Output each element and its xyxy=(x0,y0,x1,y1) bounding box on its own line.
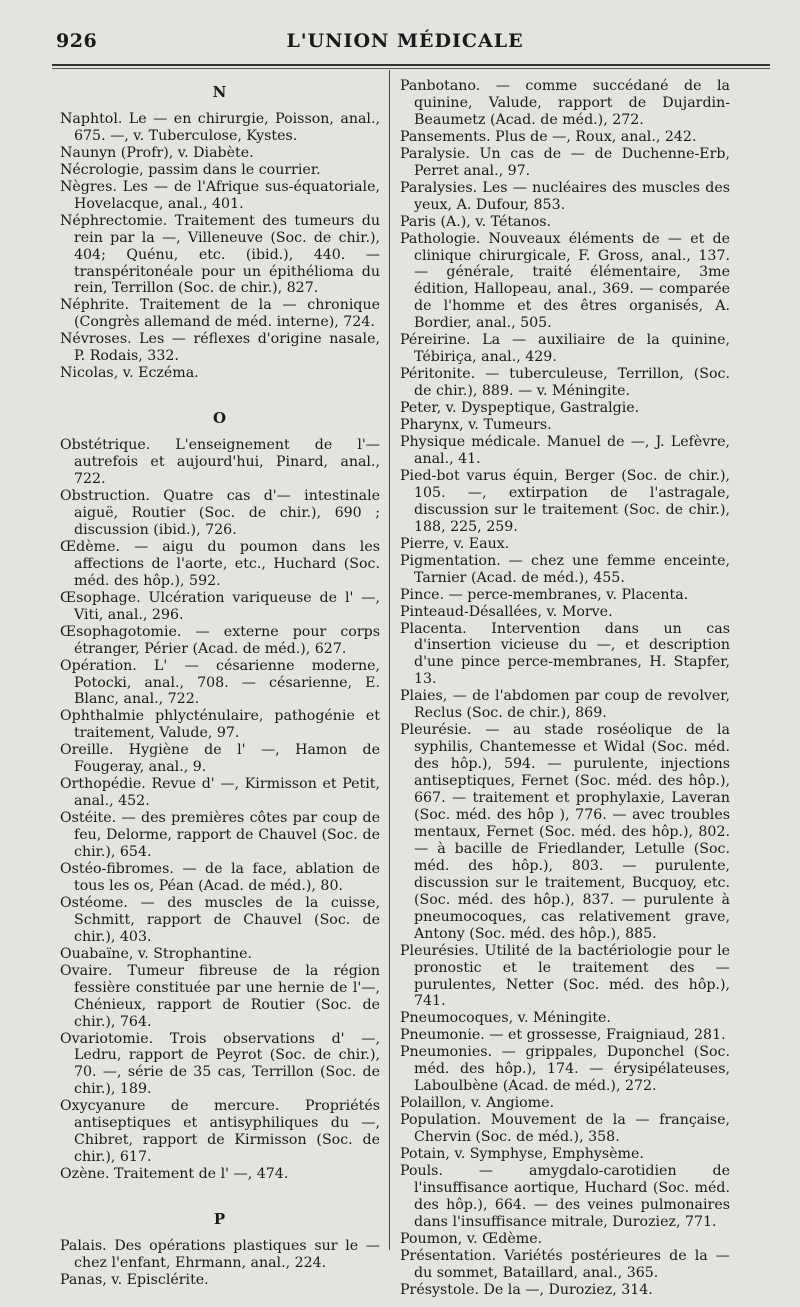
index-entry: Pneumonie. — et grossesse, Fraigniaud, 281. xyxy=(400,1027,726,1044)
index-entry: Pathologie. Nouveaux éléments de — et de clinique chirurgicale, F. Gross, anal., 137. — générale, traité élémentaire, 3me édition, Hallopeau, anal., 369. — comparée de l'homme et des êtres organisés, A. Bordier, anal., 505. xyxy=(400,230,730,332)
section-gap xyxy=(60,382,380,404)
index-entry: Œdème. — aigu du poumon dans les affections de l'aorte, etc., Huchard (Soc. méd. des hôp.), 592. xyxy=(60,538,380,589)
index-entry: Poumon, v. Œdème. xyxy=(400,1230,543,1247)
index-entry: Œsophagotomie. — externe pour corps étranger, Périer (Acad. de méd.), 627. xyxy=(60,623,380,657)
index-entry: Pansements. Plus de —, Roux, anal., 242. xyxy=(400,128,697,145)
right-column xyxy=(400,78,730,1298)
index-entry: Pierre, v. Eaux. xyxy=(400,535,510,552)
index-entry: Panbotano. — comme succédané de la quinine, Valude, rapport de Dujardin-Beaumetz (Acad. de méd.), 272. xyxy=(400,78,730,128)
index-entry: Nicolas, v. Eczéma. xyxy=(60,365,199,382)
index-entry: Pharynx, v. Tumeurs. xyxy=(400,417,552,434)
index-entry: Nécrologie, passim dans le courrier. xyxy=(60,161,321,178)
index-entry: Palais. Des opérations plastiques sur le — chez l'enfant, Ehrmann, anal., 224. xyxy=(60,1238,380,1271)
index-entry: Ozène. Traitement de l' —, 474. xyxy=(60,1166,289,1183)
index-entry: Paris (A.), v. Tétanos. xyxy=(400,213,552,230)
column-divider xyxy=(389,70,390,1250)
index-entry: Ostéite. — des premières côtes par coup de feu, Delorme, rapport de Chauvel (Soc. de chir.), 654. xyxy=(60,810,380,861)
index-entry: Physique médicale. Manuel de —, J. Lefèvre, anal., 41. xyxy=(400,434,730,467)
index-entry: Pince. — perce-membranes, v. Placenta. xyxy=(400,586,689,603)
index-entry: Ouabaïne, v. Strophantine. xyxy=(60,945,253,962)
index-entry: Œsophage. Ulcération variqueuse de l' —, Viti, anal., 296. xyxy=(60,589,380,623)
index-entry: Panas, v. Episclérite. xyxy=(60,1271,209,1288)
index-entry: Pigmentation. — chez une femme enceinte, Tarnier (Acad. de méd.), 455. xyxy=(400,552,730,586)
index-entry: Oxycyanure de mercure. Propriétés antiseptiques et antisyphiliques du —, Chibret, rapport de Kirmisson (Soc. de chir.), 617. xyxy=(60,1098,380,1166)
index-entry: Pleurésie. — au stade roséolique de la syphilis, Chantemesse et Widal (Soc. méd. des hôp.), 594. — purulente, injections antiseptiques, Fernet (Soc. méd. des hôp.), 667. — traitement et prophylaxie, Laveran (Soc. méd. des hôp ), 776. — avec troubles mentaux, Fernet (Soc. méd. des hôp.), 802. — à bacille de Friedlander, Letulle (Soc. méd. des hôp.), 803. — purulente, discussion sur le traitement, Bucquoy, etc. (Soc. méd. des hôp.), 837. — purulente à pneumocoques, cas relativement grave, Antony (Soc. méd. des hôp.), 885. xyxy=(400,722,730,942)
section-gap xyxy=(60,1183,380,1205)
index-entry: Présystole. De la —, Duroziez, 314. xyxy=(400,1281,653,1298)
index-entry: Péreirine. La — auxiliaire de la quinine, Tébiriça, anal., 429. xyxy=(400,332,730,366)
index-entry: Oreille. Hygiène de l' —, Hamon de Fougeray, anal., 9. xyxy=(60,742,380,776)
page-number: 926 xyxy=(56,30,98,52)
index-entry: Pinteaud-Désallées, v. Morve. xyxy=(400,603,613,620)
index-entry: Pied-bot varus équin, Berger (Soc. de chir.), 105. —, extirpation de l'astragale, discussion sur le traitement (Soc. de chir.), 188, 225, 259. xyxy=(400,467,730,535)
index-entry: Potain, v. Symphyse, Emphysème. xyxy=(400,1146,644,1163)
index-entry: Ophthalmie phlycténulaire, pathogénie et traitement, Valude, 97. xyxy=(60,708,380,742)
index-entry: Naphtol. Le — en chirurgie, Poisson, anal., 675. —, v. Tuberculose, Kystes. xyxy=(60,110,380,144)
index-entry: Plaies, — de l'abdomen par coup de revolver, Reclus (Soc. de chir.), 869. xyxy=(400,688,730,722)
index-entry: Paralysies. Les — nucléaires des muscles des yeux, A. Dufour, 853. xyxy=(400,179,730,213)
section-letter: N xyxy=(212,83,228,101)
index-entry: Opération. L' — césarienne moderne, Potocki, anal., 708. — césarienne, E. Blanc, anal., 722. xyxy=(60,657,380,708)
index-entry: Pneumonies. — grippales, Duponchel (Soc. méd. des hôp.), 174. — érysipélateuses, Laboulbène (Acad. de méd.), 272. xyxy=(400,1044,730,1095)
index-entry: Péritonite. — tuberculeuse, Terrillon, (Soc. de chir.), 889. — v. Méningite. xyxy=(400,366,730,400)
section-letter: P xyxy=(213,1210,227,1229)
index-entry: Ovaire. Tumeur fibreuse de la région fessière constituée par une hernie de l'—, Chénieux, rapport de Routier (Soc. de chir.), 764. xyxy=(60,962,380,1030)
index-entry: Placenta. Intervention dans un cas d'insertion vicieuse du —, et description d'une pince perce-membranes, H. Stapfer, 13. xyxy=(400,620,730,688)
index-entry: Pneumocoques, v. Méningite. xyxy=(400,1010,611,1027)
index-entry: Obstruction. Quatre cas d'— intestinale aiguë, Routier (Soc. de chir.), 690 ; discussion (ibid.), 726. xyxy=(60,488,380,538)
index-entry: Néphrectomie. Traitement des tumeurs du rein par la —, Villeneuve (Soc. de chir.), 404; Quénu, etc. (ibid.), 440. — transpéritonéale pour un épithélioma du rein, Terrillon (Soc. de chir.), 827. xyxy=(60,212,380,297)
index-entry: Population. Mouvement de la — française, Chervin (Soc. de méd.), 358. xyxy=(400,1112,730,1146)
index-entry: Ostéo-fibromes. — de la face, ablation de tous les os, Péan (Acad. de méd.), 80. xyxy=(60,860,380,894)
index-entry: Nègres. Les — de l'Afrique sus-équatoriale, Hovelacque, anal., 401. xyxy=(60,178,380,212)
index-entry: Néphrite. Traitement de la — chronique (Congrès allemand de méd. interne), 724. xyxy=(60,297,380,331)
index-entry: Polaillon, v. Angiome. xyxy=(400,1095,555,1112)
index-entry: Ovariotomie. Trois observations d' —, Ledru, rapport de Peyrot (Soc. de chir.), 70. —, série de 35 cas, Terrillon (Soc. de chir.), 189. xyxy=(60,1030,380,1098)
index-entry: Pouls. — amygdalo-carotidien de l'insuffisance aortique, Huchard (Soc. méd. des hôp.), 664. — des veines pulmonaires dans l'insuffisance mitrale, Duroziez, 771. xyxy=(400,1163,730,1230)
index-entry: Orthopédie. Revue d' —, Kirmisson et Petit, anal., 452. xyxy=(60,776,380,810)
left-column xyxy=(60,78,380,1288)
page-header xyxy=(50,28,760,58)
running-title: L'UNION MÉDICALE xyxy=(286,30,524,52)
index-entry: Présentation. Variétés postérieures de la — du sommet, Bataillard, anal., 365. xyxy=(400,1247,730,1281)
index-entry: Paralysie. Un cas de — de Duchenne-Erb, Perret anal., 97. xyxy=(400,145,730,179)
section-letter: O xyxy=(212,409,228,428)
index-entry: Peter, v. Dyspeptique, Gastralgie. xyxy=(400,400,640,417)
index-entry: Névroses. Les — réflexes d'origine nasale, P. Rodais, 332. xyxy=(60,331,380,365)
index-entry: Naunyn (Profr), v. Diabète. xyxy=(60,144,254,161)
header-rule xyxy=(52,64,770,69)
index-entry: Pleurésies. Utilité de la bactériologie pour le pronostic et le traitement des — purulentes, Netter (Soc. méd. des hôp.), 741. xyxy=(400,942,730,1010)
index-entry: Obstétrique. L'enseignement de l'— autrefois et aujourd'hui, Pinard, anal., 722. xyxy=(60,437,380,488)
index-entry: Ostéome. — des muscles de la cuisse, Schmitt, rapport de Chauvel (Soc. de chir.), 403. xyxy=(60,894,380,945)
